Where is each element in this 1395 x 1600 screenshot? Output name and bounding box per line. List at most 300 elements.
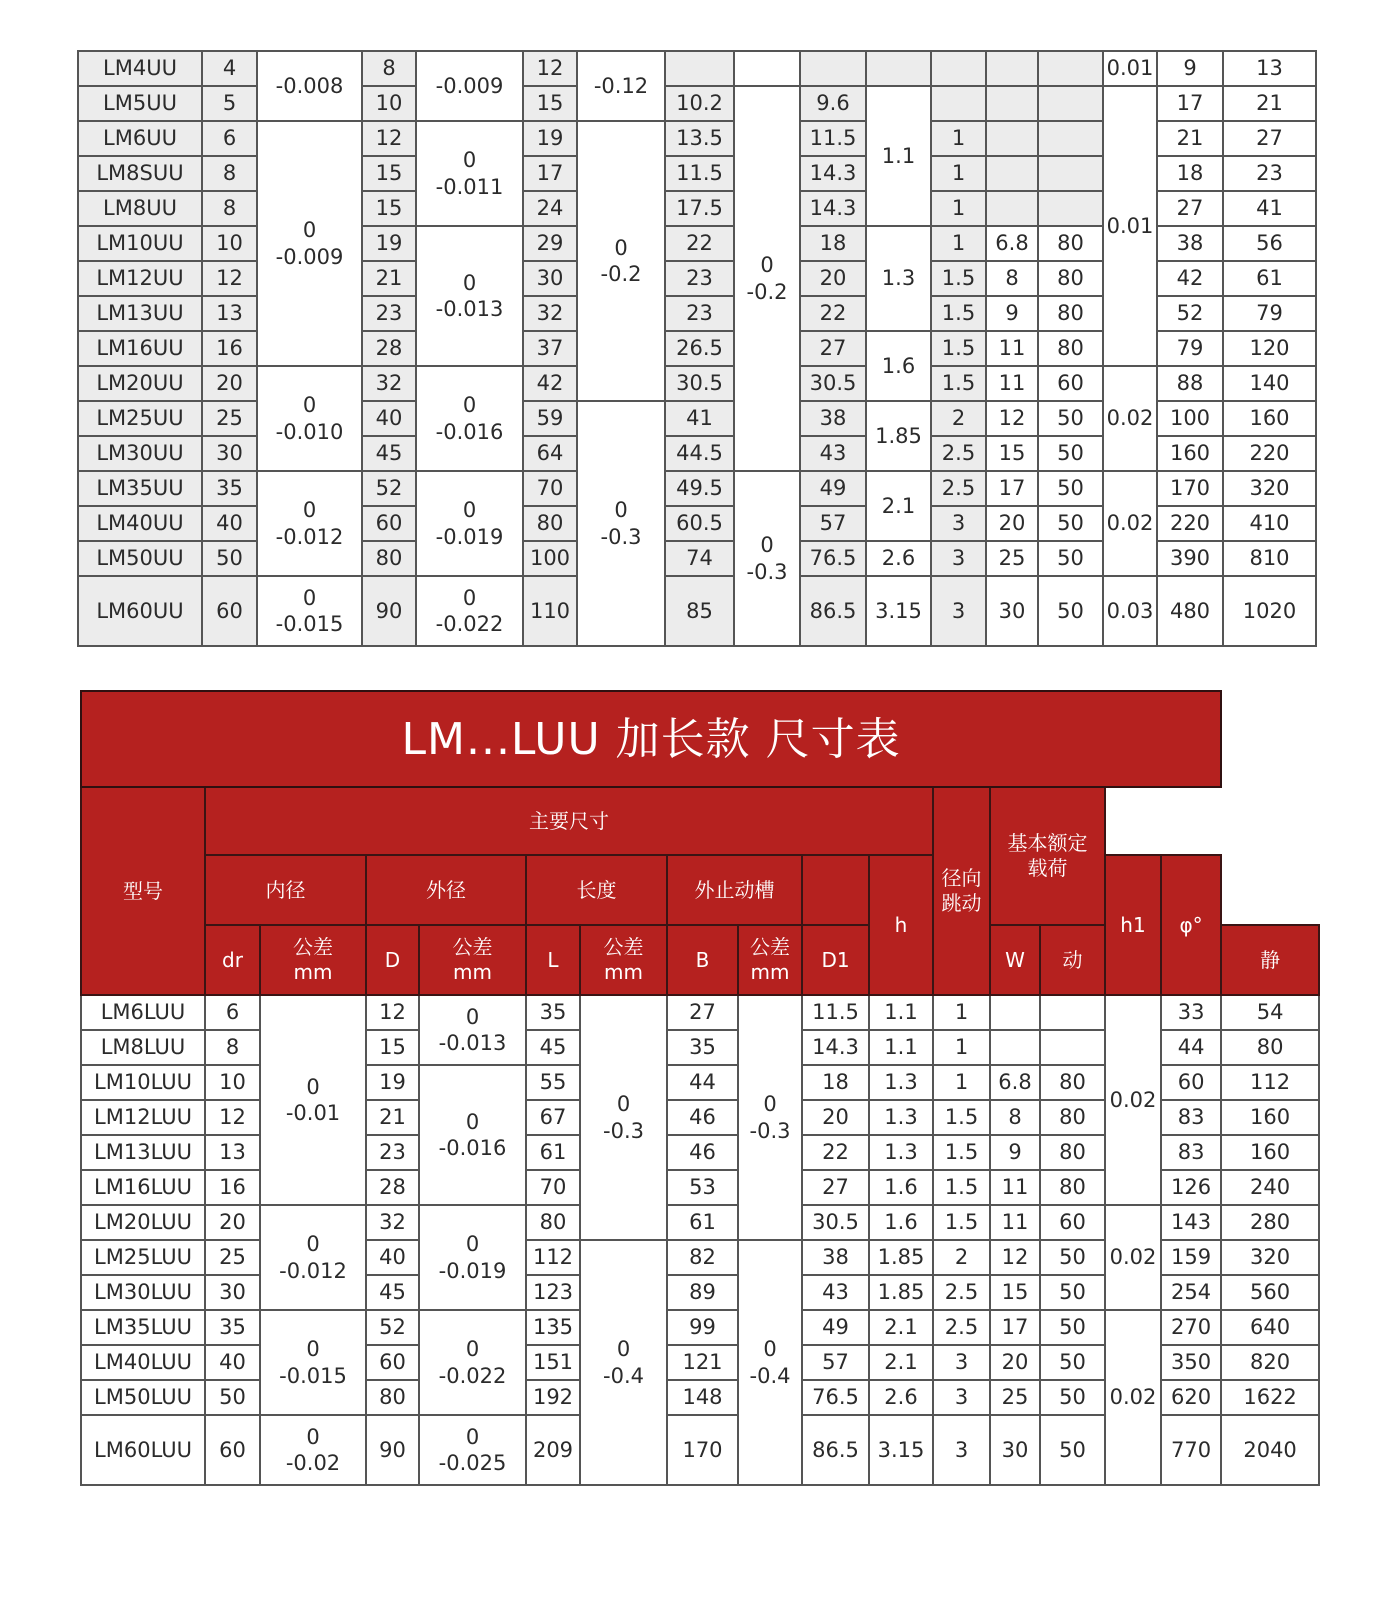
- h-cell: 2.5: [933, 1310, 990, 1345]
- dr-cell: 60: [202, 576, 257, 646]
- B-cell: 46: [667, 1135, 738, 1170]
- L-cell: 42: [523, 366, 577, 401]
- model-cell: LM12UU: [78, 261, 202, 296]
- D-cell: 28: [366, 1170, 419, 1205]
- model-cell: LM10UU: [78, 226, 202, 261]
- static-cell: 2040: [1221, 1415, 1319, 1485]
- h1-cell: 11: [986, 366, 1038, 401]
- h-cell: 1: [931, 121, 986, 156]
- dynamic-cell: 770: [1161, 1415, 1221, 1485]
- B-cell: 17.5: [665, 191, 734, 226]
- B-cell: 11.5: [665, 156, 734, 191]
- D1-cell: 49: [800, 471, 866, 506]
- h-cell: 2: [933, 1240, 990, 1275]
- W-cell: 2.1: [866, 471, 931, 541]
- W-cell: 1.6: [869, 1205, 933, 1240]
- h1-cell: 17: [986, 471, 1038, 506]
- B-cell: 85: [665, 576, 734, 646]
- dynamic-cell: 21: [1157, 121, 1223, 156]
- tol-cell: 0 -0.3: [580, 995, 667, 1240]
- h-cell: 1.5: [933, 1100, 990, 1135]
- L-cell: 45: [526, 1030, 580, 1065]
- runout-cell: 0.02: [1105, 1205, 1161, 1310]
- h1-cell: 20: [990, 1345, 1040, 1380]
- runout-cell: 0.03: [1103, 576, 1157, 646]
- table-row: [78, 51, 1316, 86]
- model-cell: LM25LUU: [81, 1240, 205, 1275]
- dr-cell: 8: [205, 1030, 260, 1065]
- dr-cell: 30: [205, 1275, 260, 1310]
- model-cell: LM16UU: [78, 331, 202, 366]
- D-cell: 12: [362, 121, 416, 156]
- dr-cell: 16: [205, 1170, 260, 1205]
- h-cell: 1.5: [933, 1135, 990, 1170]
- D-cell: 23: [366, 1135, 419, 1170]
- B-cell: 82: [667, 1240, 738, 1275]
- B-cell: 121: [667, 1345, 738, 1380]
- phi-cell: 80: [1038, 331, 1103, 366]
- header-W: W: [990, 925, 1040, 995]
- dr-cell: 25: [202, 401, 257, 436]
- W-cell: [866, 51, 931, 86]
- h-cell: 1: [933, 1065, 990, 1100]
- static-cell: 140: [1223, 366, 1316, 401]
- phi-cell: 80: [1040, 1100, 1105, 1135]
- header-runout: 径向 跳动: [933, 787, 990, 995]
- phi-cell: 80: [1038, 226, 1103, 261]
- model-cell: LM16LUU: [81, 1170, 205, 1205]
- tol-cell: 0 -0.02: [260, 1415, 366, 1485]
- header-h: h: [869, 855, 933, 995]
- model-cell: LM30LUU: [81, 1275, 205, 1310]
- dynamic-cell: 170: [1157, 471, 1223, 506]
- model-cell: LM13UU: [78, 296, 202, 331]
- phi-cell: 50: [1038, 506, 1103, 541]
- table-row: [78, 366, 1316, 401]
- W-cell: 2.1: [869, 1310, 933, 1345]
- B-cell: 10.2: [665, 86, 734, 121]
- static-cell: 56: [1223, 226, 1316, 261]
- dr-cell: 13: [202, 296, 257, 331]
- dynamic-cell: 100: [1157, 401, 1223, 436]
- tol-cell: 0 -0.013: [416, 226, 523, 366]
- h-cell: 1: [931, 191, 986, 226]
- D-cell: 15: [362, 191, 416, 226]
- model-cell: LM40UU: [78, 506, 202, 541]
- phi-cell: 50: [1038, 436, 1103, 471]
- h-cell: 1: [931, 226, 986, 261]
- header-model: 型号: [81, 787, 205, 995]
- tol-cell: 0 -0.01: [260, 995, 366, 1205]
- h1-cell: 25: [986, 541, 1038, 576]
- tol-cell: 0 -0.012: [260, 1205, 366, 1310]
- dr-cell: 12: [205, 1100, 260, 1135]
- B-cell: 30.5: [665, 366, 734, 401]
- model-cell: LM50UU: [78, 541, 202, 576]
- h1-cell: 9: [990, 1135, 1040, 1170]
- header-L: L: [526, 925, 580, 995]
- phi-cell: [1038, 156, 1103, 191]
- h1-cell: 11: [990, 1205, 1040, 1240]
- D-cell: 15: [362, 156, 416, 191]
- W-cell: 2.6: [866, 541, 931, 576]
- dynamic-cell: 83: [1161, 1135, 1221, 1170]
- h1-cell: [986, 121, 1038, 156]
- L-cell: 209: [526, 1415, 580, 1485]
- dr-cell: 10: [205, 1065, 260, 1100]
- header-D1: D1: [802, 925, 869, 995]
- D1-cell: 27: [800, 331, 866, 366]
- D1-cell: 14.3: [800, 191, 866, 226]
- B-cell: 60.5: [665, 506, 734, 541]
- dr-cell: 35: [202, 471, 257, 506]
- tol-cell: 0 -0.025: [419, 1415, 526, 1485]
- dr-cell: 10: [202, 226, 257, 261]
- phi-cell: 80: [1038, 296, 1103, 331]
- h-cell: 2.5: [933, 1275, 990, 1310]
- D1-cell: 18: [802, 1065, 869, 1100]
- tol-cell: 0 -0.009: [257, 121, 362, 366]
- D1-cell: [800, 51, 866, 86]
- h1-cell: 17: [990, 1310, 1040, 1345]
- B-cell: 13.5: [665, 121, 734, 156]
- tol-cell: [734, 51, 800, 86]
- B-cell: 35: [667, 1030, 738, 1065]
- phi-cell: 60: [1038, 366, 1103, 401]
- W-cell: 3.15: [866, 576, 931, 646]
- runout-cell: 0.02: [1105, 1310, 1161, 1485]
- D-cell: 90: [362, 576, 416, 646]
- h1-cell: 6.8: [986, 226, 1038, 261]
- header-tol-out: 公差 mm: [419, 925, 526, 995]
- D1-cell: 9.6: [800, 86, 866, 121]
- B-cell: 89: [667, 1275, 738, 1310]
- D-cell: 80: [362, 541, 416, 576]
- W-cell: 1.6: [866, 331, 931, 401]
- phi-cell: 50: [1040, 1240, 1105, 1275]
- D1-cell: 38: [802, 1240, 869, 1275]
- header-D: D: [366, 925, 419, 995]
- header-groove: 外止动槽: [667, 855, 802, 925]
- model-cell: LM40LUU: [81, 1345, 205, 1380]
- header-phi: φ°: [1161, 855, 1221, 995]
- phi-cell: 50: [1038, 541, 1103, 576]
- phi-cell: 50: [1040, 1275, 1105, 1310]
- dr-cell: 20: [205, 1205, 260, 1240]
- model-cell: LM5UU: [78, 86, 202, 121]
- tol-cell: 0 -0.010: [257, 366, 362, 471]
- tol-cell: 0 -0.2: [577, 121, 665, 401]
- h-cell: 1.5: [931, 366, 986, 401]
- D-cell: 10: [362, 86, 416, 121]
- dynamic-cell: 480: [1157, 576, 1223, 646]
- D-cell: 40: [362, 401, 416, 436]
- B-cell: 46: [667, 1100, 738, 1135]
- dynamic-cell: 52: [1157, 296, 1223, 331]
- W-cell: 1.85: [869, 1275, 933, 1310]
- dr-cell: 20: [202, 366, 257, 401]
- B-cell: 49.5: [665, 471, 734, 506]
- D-cell: 21: [362, 261, 416, 296]
- model-cell: LM13LUU: [81, 1135, 205, 1170]
- static-cell: 240: [1221, 1170, 1319, 1205]
- D-cell: 80: [366, 1380, 419, 1415]
- dr-cell: 60: [205, 1415, 260, 1485]
- dynamic-cell: 17: [1157, 86, 1223, 121]
- dr-cell: 30: [202, 436, 257, 471]
- header-h1: h1: [1105, 855, 1161, 995]
- dr-cell: 40: [202, 506, 257, 541]
- D-cell: 90: [366, 1415, 419, 1485]
- L-cell: 123: [526, 1275, 580, 1310]
- tol-cell: 0 -0.2: [734, 86, 800, 471]
- lm-uu-size-table: [77, 50, 1317, 647]
- h-cell: 1: [933, 995, 990, 1030]
- h1-cell: 9: [986, 296, 1038, 331]
- dynamic-cell: 9: [1157, 51, 1223, 86]
- W-cell: 1.3: [869, 1065, 933, 1100]
- B-cell: 44: [667, 1065, 738, 1100]
- L-cell: 67: [526, 1100, 580, 1135]
- tol-cell: 0 -0.3: [734, 471, 800, 646]
- W-cell: 1.3: [869, 1135, 933, 1170]
- runout-cell: 0.01: [1103, 86, 1157, 366]
- h1-cell: 30: [990, 1415, 1040, 1485]
- runout-cell: 0.02: [1103, 471, 1157, 576]
- dr-cell: 16: [202, 331, 257, 366]
- h1-cell: [986, 156, 1038, 191]
- L-cell: 70: [523, 471, 577, 506]
- B-cell: 44.5: [665, 436, 734, 471]
- dr-cell: 6: [202, 121, 257, 156]
- W-cell: 1.85: [866, 401, 931, 471]
- D1-cell: 76.5: [802, 1380, 869, 1415]
- B-cell: [665, 51, 734, 86]
- phi-cell: 50: [1040, 1380, 1105, 1415]
- W-cell: 1.1: [866, 86, 931, 226]
- L-cell: 80: [526, 1205, 580, 1240]
- L-cell: 32: [523, 296, 577, 331]
- phi-cell: 80: [1040, 1170, 1105, 1205]
- phi-cell: 80: [1040, 1065, 1105, 1100]
- tol-cell: 0 -0.3: [577, 401, 665, 646]
- static-cell: 1622: [1221, 1380, 1319, 1415]
- model-cell: LM20LUU: [81, 1205, 205, 1240]
- L-cell: 112: [526, 1240, 580, 1275]
- h-cell: 1: [931, 156, 986, 191]
- W-cell: 1.85: [869, 1240, 933, 1275]
- h-cell: 3: [931, 541, 986, 576]
- table-title: LM...LUU 加长款 尺寸表: [81, 691, 1221, 787]
- B-cell: 53: [667, 1170, 738, 1205]
- D1-cell: 14.3: [800, 156, 866, 191]
- D-cell: 52: [362, 471, 416, 506]
- static-cell: 23: [1223, 156, 1316, 191]
- dr-cell: 35: [205, 1310, 260, 1345]
- model-cell: LM35LUU: [81, 1310, 205, 1345]
- phi-cell: 50: [1040, 1415, 1105, 1485]
- tol-cell: 0 -0.022: [419, 1310, 526, 1415]
- phi-cell: 50: [1040, 1345, 1105, 1380]
- static-cell: 640: [1221, 1310, 1319, 1345]
- D1-cell: 22: [800, 296, 866, 331]
- static-cell: 41: [1223, 191, 1316, 226]
- L-cell: 24: [523, 191, 577, 226]
- h1-cell: [986, 86, 1038, 121]
- W-cell: 2.1: [869, 1345, 933, 1380]
- phi-cell: 50: [1040, 1310, 1105, 1345]
- header-outer-dia: 外径: [366, 855, 526, 925]
- D-cell: 52: [366, 1310, 419, 1345]
- dr-cell: 12: [202, 261, 257, 296]
- L-cell: 70: [526, 1170, 580, 1205]
- h1-cell: [986, 191, 1038, 226]
- D1-cell: 43: [800, 436, 866, 471]
- L-cell: 110: [523, 576, 577, 646]
- static-cell: 112: [1221, 1065, 1319, 1100]
- h-cell: 2: [931, 401, 986, 436]
- phi-cell: 50: [1038, 401, 1103, 436]
- h1-cell: 20: [986, 506, 1038, 541]
- dr-cell: 6: [205, 995, 260, 1030]
- D1-cell: 57: [802, 1345, 869, 1380]
- dynamic-cell: 620: [1161, 1380, 1221, 1415]
- W-cell: 1.3: [866, 226, 931, 331]
- L-cell: 30: [523, 261, 577, 296]
- h1-cell: [990, 1030, 1040, 1065]
- dynamic-cell: 18: [1157, 156, 1223, 191]
- B-cell: 74: [665, 541, 734, 576]
- dynamic-cell: 390: [1157, 541, 1223, 576]
- static-cell: 410: [1223, 506, 1316, 541]
- W-cell: 1.1: [869, 1030, 933, 1065]
- dr-cell: 50: [205, 1380, 260, 1415]
- model-cell: LM50LUU: [81, 1380, 205, 1415]
- header-blank: [802, 855, 869, 925]
- D1-cell: 30.5: [802, 1205, 869, 1240]
- tol-cell: 0 -0.011: [416, 121, 523, 226]
- W-cell: 1.3: [869, 1100, 933, 1135]
- W-cell: 3.15: [869, 1415, 933, 1485]
- static-cell: 160: [1221, 1135, 1319, 1170]
- L-cell: 100: [523, 541, 577, 576]
- D1-cell: 86.5: [802, 1415, 869, 1485]
- tol-cell: 0 -0.019: [419, 1205, 526, 1310]
- L-cell: 17: [523, 156, 577, 191]
- h-cell: 2.5: [931, 471, 986, 506]
- static-cell: 120: [1223, 331, 1316, 366]
- dr-cell: 13: [205, 1135, 260, 1170]
- D-cell: 21: [366, 1100, 419, 1135]
- model-cell: LM4UU: [78, 51, 202, 86]
- table-row: [81, 1205, 1319, 1240]
- dynamic-cell: 79: [1157, 331, 1223, 366]
- model-cell: LM25UU: [78, 401, 202, 436]
- tol-cell: 0 -0.4: [738, 1240, 802, 1485]
- tol-cell: 0 -0.013: [419, 995, 526, 1065]
- L-cell: 29: [523, 226, 577, 261]
- dynamic-cell: 88: [1157, 366, 1223, 401]
- h-cell: 3: [931, 506, 986, 541]
- dr-cell: 50: [202, 541, 257, 576]
- D1-cell: 86.5: [800, 576, 866, 646]
- phi-cell: [1040, 995, 1105, 1030]
- phi-cell: [1038, 121, 1103, 156]
- model-cell: LM30UU: [78, 436, 202, 471]
- dr-cell: 4: [202, 51, 257, 86]
- header-length: 长度: [526, 855, 667, 925]
- B-cell: 148: [667, 1380, 738, 1415]
- D1-cell: 27: [802, 1170, 869, 1205]
- phi-cell: 50: [1038, 576, 1103, 646]
- tol-cell: -0.009: [416, 51, 523, 121]
- dr-cell: 40: [205, 1345, 260, 1380]
- W-cell: 1.1: [869, 995, 933, 1030]
- table-row: [81, 995, 1319, 1030]
- W-cell: 1.6: [869, 1170, 933, 1205]
- runout-cell: 0.02: [1105, 995, 1161, 1205]
- tol-cell: 0 -0.019: [416, 471, 523, 576]
- model-cell: LM10LUU: [81, 1065, 205, 1100]
- h-cell: 3: [931, 576, 986, 646]
- h-cell: 1.5: [931, 296, 986, 331]
- h1-cell: [986, 51, 1038, 86]
- B-cell: 22: [665, 226, 734, 261]
- B-cell: 41: [665, 401, 734, 436]
- dynamic-cell: 254: [1161, 1275, 1221, 1310]
- static-cell: 160: [1223, 401, 1316, 436]
- D1-cell: 30.5: [800, 366, 866, 401]
- D-cell: 60: [366, 1345, 419, 1380]
- phi-cell: 80: [1040, 1135, 1105, 1170]
- L-cell: 192: [526, 1380, 580, 1415]
- model-cell: LM8UU: [78, 191, 202, 226]
- header-static: 静: [1221, 925, 1319, 995]
- D1-cell: 11.5: [800, 121, 866, 156]
- static-cell: 21: [1223, 86, 1316, 121]
- L-cell: 64: [523, 436, 577, 471]
- L-cell: 19: [523, 121, 577, 156]
- runout-cell: 0.01: [1103, 51, 1157, 86]
- phi-cell: 80: [1038, 261, 1103, 296]
- header-dr: dr: [205, 925, 260, 995]
- dr-cell: 8: [202, 191, 257, 226]
- tol-cell: 0 -0.016: [419, 1065, 526, 1205]
- L-cell: 37: [523, 331, 577, 366]
- dynamic-cell: 220: [1157, 506, 1223, 541]
- W-cell: 2.6: [869, 1380, 933, 1415]
- tol-cell: 0 -0.015: [257, 576, 362, 646]
- header-dynamic: 动: [1040, 925, 1105, 995]
- phi-cell: [1038, 51, 1103, 86]
- D-cell: 23: [362, 296, 416, 331]
- D1-cell: 20: [802, 1100, 869, 1135]
- header-tol-groove: 公差 mm: [738, 925, 802, 995]
- dynamic-cell: 33: [1161, 995, 1221, 1030]
- D-cell: 45: [366, 1275, 419, 1310]
- static-cell: 320: [1221, 1240, 1319, 1275]
- static-cell: 54: [1221, 995, 1319, 1030]
- static-cell: 280: [1221, 1205, 1319, 1240]
- header-inner-dia: 内径: [205, 855, 366, 925]
- B-cell: 27: [667, 995, 738, 1030]
- B-cell: 61: [667, 1205, 738, 1240]
- tol-cell: 0 -0.012: [257, 471, 362, 576]
- dynamic-cell: 160: [1157, 436, 1223, 471]
- h1-cell: 15: [990, 1275, 1040, 1310]
- dynamic-cell: 27: [1157, 191, 1223, 226]
- dynamic-cell: 38: [1157, 226, 1223, 261]
